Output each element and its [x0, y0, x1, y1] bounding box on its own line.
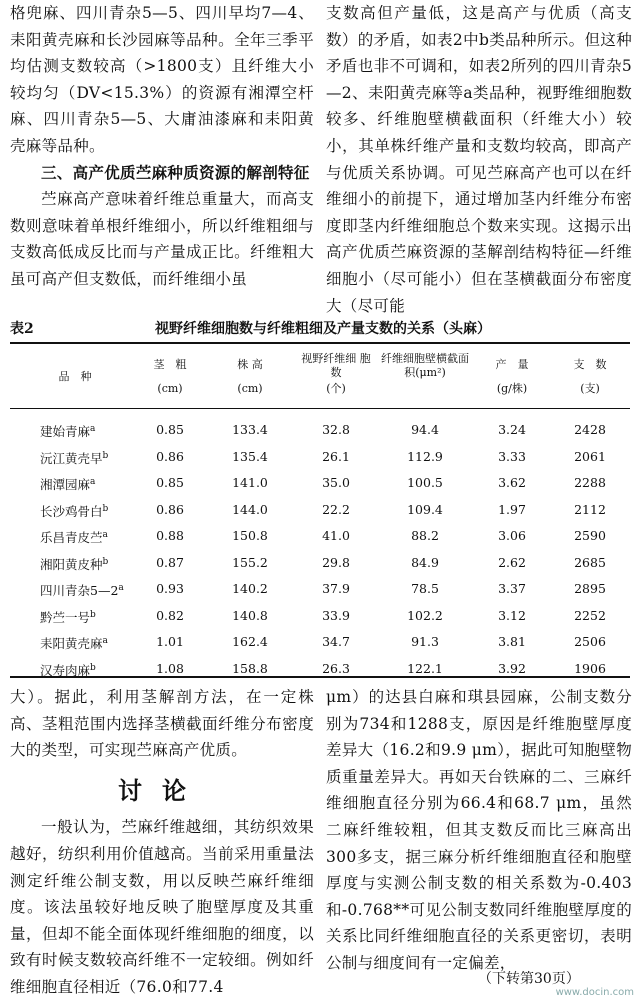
variety-name	[40, 581, 124, 599]
variety-name	[40, 634, 108, 652]
paragraph: 大）。据此，利用茎解剖方法，在一定株高、茎粗范围内选择茎横截面纤维分布密度大的类型，可实现苎麻高产优质。	[10, 688, 314, 760]
header-cell-count: 视野纤维细 胞 数	[301, 352, 371, 379]
cell-count: 2685	[574, 554, 606, 570]
cell-stem: 0.86	[156, 448, 184, 464]
header-cell-count-unit: (个)	[326, 382, 346, 395]
continued-note: （下转第30页）	[478, 971, 580, 987]
cell-count: 2428	[574, 422, 606, 437]
cell-area: 122.1	[407, 660, 443, 676]
variety-name	[40, 608, 96, 626]
variety-name	[40, 661, 96, 679]
cell-cells: 29.8	[322, 554, 350, 570]
cell-height: 150.8	[232, 528, 268, 543]
text-column-top-right	[326, 0, 632, 319]
cell-area: 94.4	[411, 422, 439, 437]
cell-stem: 0.86	[156, 501, 184, 517]
paragraph: 一般认为，苎麻纤维越细，其纺织效果越好，纺织利用价值越高。当前采用重量法测定纤维公制支数，用以反映苎麻纤维细度。该法虽较好地反映了胞壁厚度及其重量，但却不能全面体现纤维细胞的细度，以致有时候支数较高纤维不一定较细。例如纤维细胞直径相近（76.0和77.4	[10, 818, 314, 996]
variety-class: a	[102, 529, 108, 540]
table-label: 表2	[10, 321, 34, 337]
cell-cells: 26.3	[322, 660, 350, 676]
header-yield: 产 量	[495, 358, 529, 371]
variety-class: a	[90, 423, 96, 434]
cell-cells: 34.7	[322, 634, 350, 649]
variety-class: b	[90, 662, 96, 673]
cell-yield: 2.62	[498, 554, 526, 570]
cell-cells: 26.1	[322, 448, 350, 464]
variety-name	[40, 422, 95, 440]
header-height: 株 高	[237, 358, 263, 371]
cell-yield: 3.06	[498, 528, 526, 543]
cell-area: 84.9	[411, 554, 439, 570]
variety-label: 湘潭园麻	[40, 477, 91, 492]
header-count-unit: (支)	[580, 382, 600, 395]
variety-label: 耒阳黄壳麻	[40, 636, 103, 651]
header-stem-diameter-unit: (cm)	[157, 382, 183, 395]
cell-yield: 1.97	[498, 501, 526, 517]
watermark: www.docin.com	[555, 987, 634, 998]
data-table	[10, 342, 630, 678]
cell-height: 158.8	[232, 660, 268, 676]
cell-area: 109.4	[407, 501, 443, 517]
header-height-unit: (cm)	[237, 382, 263, 395]
cell-cells: 33.9	[322, 607, 350, 623]
variety-label: 乐昌青皮苎	[40, 530, 103, 545]
variety-class: a	[102, 635, 108, 646]
variety-class: a	[90, 476, 96, 487]
header-stem-diameter: 茎 粗	[153, 358, 187, 371]
cell-height: 144.0	[232, 501, 268, 517]
header-count: 支 数	[573, 358, 607, 371]
variety-label: 长沙鸡骨白	[40, 503, 103, 519]
variety-label: 湘阳黄皮种	[40, 556, 103, 572]
variety-label: 黔苎一号	[40, 609, 91, 625]
cell-count: 1906	[574, 660, 606, 676]
table-header-rule	[10, 408, 630, 409]
cell-cells: 35.0	[322, 475, 350, 490]
paragraph: 格兜麻、四川青杂5—5、四川早均7—4、耒阳黄壳麻和长沙园麻等品种。全年三季平均估测支数较高（>1800支）且纤维大小较均匀（DV<15.3%）的资源有湘潭空杆麻、四川青杂5—5、大庸油漆麻和耒阳黄壳麻等品种。	[10, 4, 314, 155]
cell-count: 2112	[574, 501, 606, 517]
variety-label: 建始青麻	[40, 424, 91, 439]
variety-class: b	[102, 503, 109, 514]
cell-yield: 3.24	[498, 422, 526, 437]
cell-area: 100.5	[407, 475, 443, 490]
variety-name	[40, 528, 108, 546]
header-wall-area: 纤维细胞壁横截面积(μm²)	[381, 352, 469, 379]
cell-cells: 32.8	[322, 422, 350, 437]
cell-count: 2061	[574, 448, 606, 464]
cell-height: 140.8	[232, 607, 268, 623]
cell-stem: 1.01	[156, 634, 184, 649]
variety-class: b	[90, 609, 96, 620]
variety-name	[40, 555, 108, 573]
discussion-heading: 讨论	[118, 775, 206, 805]
text-column-bottom-left	[10, 684, 314, 1001]
variety-class: b	[102, 450, 109, 461]
paragraph: 支数高但产量低，这是高产与优质（高支数）的矛盾，如表2中b类品种所示。但这种矛盾也非不可调和，如表2所列的四川青杂5—2、耒阳黄壳麻等a类品种，视野维细胞数较多、纤维胞壁横截面积（纤维大小）较小，其单株纤维产量和支数均较高，即高产与优质关系协调。可见苎麻高产也可以在纤维细小的前提下，通过增加茎内纤维分布密度即茎内纤维细胞总个数来实现。这揭示出高产优质苎麻资源的茎解剖结构特征—纤维细胞小（尽可能小）但在茎横截面分布密度大（尽可能	[326, 4, 632, 315]
cell-yield: 3.81	[498, 634, 526, 649]
variety-class: a	[118, 582, 124, 593]
cell-area: 102.2	[407, 607, 443, 623]
cell-count: 2895	[574, 581, 606, 596]
section-heading: 三、高产优质苎麻种质资源的解剖特征	[41, 162, 310, 182]
text-column-top-left	[10, 0, 314, 293]
cell-stem: 0.82	[156, 607, 184, 623]
cell-stem: 0.85	[156, 475, 184, 490]
paragraph: 苎麻高产意味着纤维总重量大，而高支数则意味着单根纤维细小，所以纤维粗细与支数高低成反比而与产量成正比。纤维粗大虽可高产但支数低，而纤维细小虽	[10, 190, 314, 288]
cell-cells: 22.2	[322, 501, 350, 517]
table-caption	[10, 316, 630, 340]
cell-cells: 37.9	[322, 581, 350, 596]
cell-yield: 3.33	[498, 448, 526, 464]
cell-count: 2288	[574, 475, 606, 490]
cell-height: 135.4	[232, 448, 268, 464]
variety-name	[40, 449, 108, 467]
variety-label: 沅江黄壳早	[40, 450, 103, 466]
cell-height: 141.0	[232, 475, 268, 490]
variety-class: b	[102, 556, 109, 567]
paragraph: μm）的达县白麻和琪县园麻，公制支数分别为734和1288支，原因是纤维胞壁厚度差异大（16.2和9.9 μm），据此可知胞壁物质重量差异大。再如天台铁麻的二、三麻纤维细胞直径分别为66.4和68.7 μm，虽然二麻纤维较粗，但其支数反而比三麻高出300多支，据三麻分析纤维细胞直径和胞壁厚度与实测公制支数的相关系数为-0.403和-0.768**可见公制支数同纤维胞壁厚度的关系比同纤维细胞直径的关系更密切，表明公制与细度间有一定偏差，	[326, 688, 632, 972]
cell-area: 112.9	[407, 448, 443, 464]
cell-yield: 3.92	[498, 660, 526, 676]
cell-count: 2506	[574, 634, 606, 649]
table-top-rule	[10, 342, 630, 344]
variety-name	[40, 502, 108, 520]
cell-stem: 0.87	[156, 554, 184, 570]
cell-stem: 0.93	[156, 581, 184, 596]
cell-area: 78.5	[411, 581, 439, 596]
table-bottom-rule	[10, 676, 630, 678]
table-title: 视野纤维细胞数与纤维粗细及产量支数的关系（头麻）	[155, 321, 491, 337]
cell-yield: 3.62	[498, 475, 526, 490]
cell-height: 133.4	[232, 422, 268, 437]
header-variety: 品 种	[58, 370, 92, 383]
cell-height: 162.4	[232, 634, 268, 649]
cell-area: 88.2	[411, 528, 439, 543]
cell-stem: 1.08	[156, 660, 184, 676]
header-yield-unit: (g/株)	[496, 382, 528, 395]
cell-yield: 3.37	[498, 581, 526, 596]
text-column-bottom-right	[326, 684, 632, 977]
cell-yield: 3.12	[498, 607, 526, 623]
cell-count: 2252	[574, 607, 606, 623]
cell-height: 140.2	[232, 581, 268, 596]
cell-cells: 41.0	[322, 528, 350, 543]
cell-area: 91.3	[411, 634, 439, 649]
variety-label: 四川青杂5—2	[40, 583, 119, 598]
cell-height: 155.2	[232, 554, 268, 570]
variety-label: 汉寿肉麻	[40, 662, 91, 678]
cell-stem: 0.85	[156, 422, 184, 437]
variety-name	[40, 475, 95, 493]
cell-count: 2590	[574, 528, 606, 543]
cell-stem: 0.88	[156, 528, 184, 543]
